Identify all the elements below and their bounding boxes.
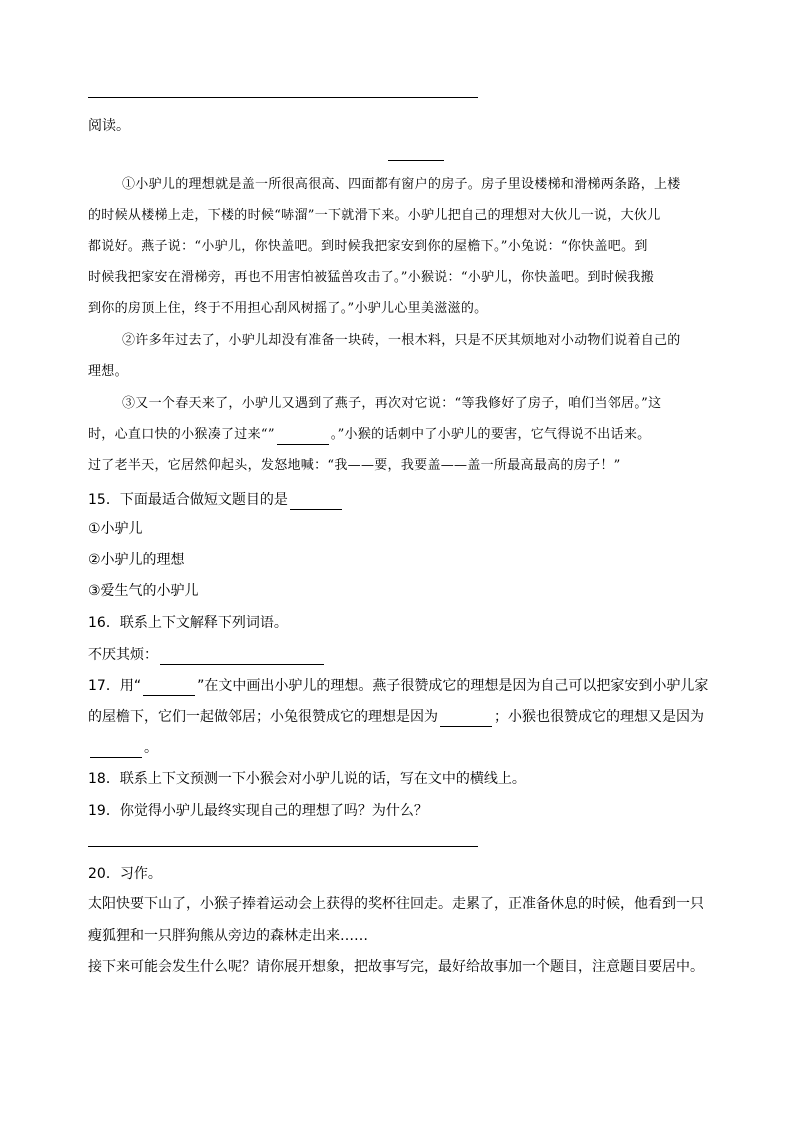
q15-answer-blank[interactable] [290,495,342,510]
title-blank[interactable] [388,160,444,161]
story-p3-line2 [88,425,650,445]
q17-part-c: 的屋檐下，它们一起做邻居；小兔很赞成它的理想是因为 [88,709,438,725]
q17-line2 [88,707,704,727]
q17-part-d: ；小猴也很赞成它的理想又是因为 [494,709,704,725]
story-p1-line5: 到你的房顶上住，终于不用担心刮风树摇了。”小驴儿心里美滋滋的。 [88,301,488,316]
q17-line3 [88,738,158,758]
q15-option-1: ①小驴儿 [88,521,143,537]
story-p1-line3: 都说好。燕子说：“小驴儿，你快盖吧。到时候我把家安到你的屋檐下。”小兔说：“你快盖吧。到 [88,239,648,254]
story-p1-line2: 的时候从楼梯上走，下楼的时候“哧溜”一下就滑下来。小驴儿把自己的理想对大伙儿一说，大伙儿 [88,208,661,223]
q17-line1 [88,676,708,696]
q17-part-e: 。 [144,740,158,756]
q17-symbol-blank[interactable] [143,681,195,696]
story-p2-line2: 理想。 [88,364,128,379]
q15-option-3: ③爱生气的小驴儿 [88,583,199,599]
q16-term-label: 不厌其烦： [88,647,158,663]
story-p3-line3: 过了老半天，它居然仰起头，发怒地喊：“我——要，我要盖——盖一所最高最高的房子！” [88,458,621,473]
q16-answer-blank[interactable] [160,650,324,665]
story-p3-line2a: 时，心直口快的小猴凑了过来“” [88,427,275,442]
q18-text: 18．联系上下文预测一下小猴会对小驴儿说的话，写在文中的横线上。 [88,771,526,787]
q16-term [88,645,326,665]
story-p3-line1: ③又一个春天来了，小驴儿又遇到了燕子，再次对它说：“等我修好了房子，咱们当邻居。”这 [122,396,662,411]
q15-label: 15．下面最适合做短文题目的是 [88,492,288,508]
q17-part-a: 17．用“ [88,678,142,694]
q19-text: 19．你觉得小驴儿最终实现自己的理想了吗？为什么？ [88,803,428,819]
q17-monkey-blank[interactable] [90,743,142,758]
monkey-words-blank[interactable] [277,430,329,445]
story-p3-line2b: 。”小猴的话刺中了小驴儿的要害，它气得说不出话来。 [330,427,651,442]
q20-line3: 接下来可能会发生什么呢？请你展开想象，把故事写完，最好给故事加一个题目，注意题目要居中。 [88,959,704,975]
story-p2-line1: ②许多年过去了，小驴儿却没有准备一块砖，一根木料，只是不厌其烦地对小动物们说着自己的 [122,333,681,348]
q20-line2: 瘦狐狸和一只胖狗熊从旁边的森林走出来…… [88,928,368,944]
answer-line-top [88,97,478,98]
q20-line1: 太阳快要下山了，小猴子捧着运动会上获得的奖杯往回走。走累了，正准备休息的时候，他看到一只 [88,896,704,912]
intro-text: 阅读。 [88,118,130,134]
q17-part-b: ”在文中画出小驴儿的理想。燕子很赞成它的理想是因为自己可以把家安到小驴儿家 [197,678,709,694]
story-p1-line1: ①小驴儿的理想就是盖一所很高很高、四面都有窗户的房子。房子里设楼梯和滑梯两条路，上楼 [122,177,681,192]
q15-text [88,490,344,510]
story-p1-line4: 时候我把家安在滑梯旁，再也不用害怕被猛兽攻击了。”小猴说：“小驴儿，你快盖吧。到时候我搬 [88,270,654,285]
q19-answer-line[interactable] [88,846,478,847]
q20-title: 20．习作。 [88,866,162,882]
q17-rabbit-blank[interactable] [440,712,492,727]
q15-option-2: ②小驴儿的理想 [88,552,185,568]
q16-text: 16．联系上下文解释下列词语。 [88,615,288,631]
